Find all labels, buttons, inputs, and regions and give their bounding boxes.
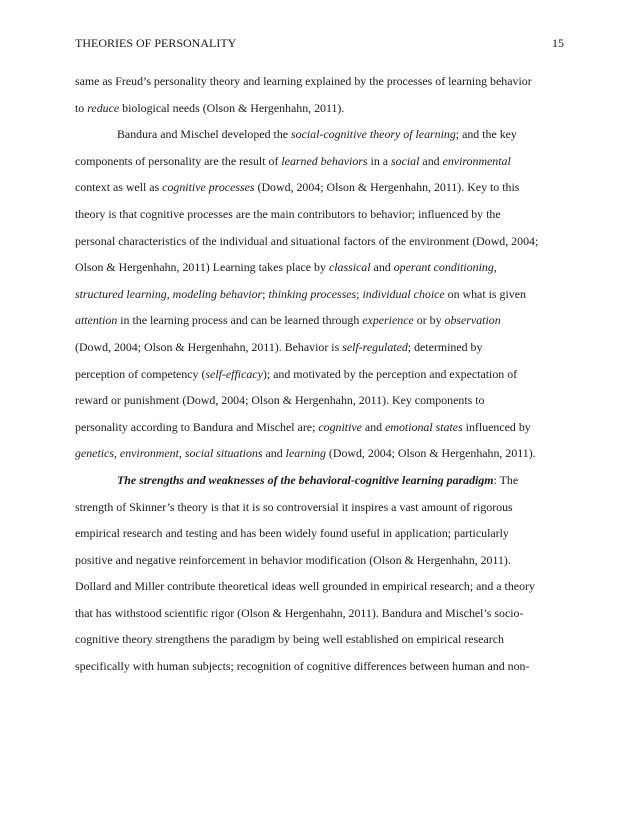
text-run: Bandura and Mischel developed the (117, 127, 292, 142)
text-run: personality according to Bandura and Mischel are; (75, 419, 319, 434)
text-line (75, 653, 567, 680)
text-run: , (166, 286, 173, 301)
text-run: cognitive theory strengthens the paradigm by being well established on empirical research (75, 632, 504, 647)
italic-term: environment (119, 446, 179, 461)
italic-term: cognitive (318, 419, 362, 434)
text-line (75, 174, 567, 201)
text-line (75, 626, 567, 653)
text-run: and (419, 153, 443, 168)
italic-term: social (391, 153, 420, 168)
text-run: Olson & Hergenhahn, 2011) Learning takes place by (75, 260, 329, 275)
text-run: , (493, 260, 497, 275)
text-run: specifically with human subjects; recognition of cognitive differences between human and non- (75, 659, 530, 674)
section-heading: The strengths and weaknesses of the behavioral-cognitive learning paradigm (117, 472, 494, 487)
text-run: (Dowd, 2004; Olson & Hergenhahn, 2011). Key to this (254, 180, 520, 195)
italic-term: reduce (87, 100, 120, 115)
text-line (75, 148, 567, 175)
text-run: : The (493, 472, 519, 487)
italic-term: self-regulated (342, 339, 408, 354)
text-line (75, 201, 567, 228)
italic-term: social situations (184, 446, 263, 461)
text-run: in a (367, 153, 392, 168)
text-line (75, 68, 567, 95)
text-run: ; determined by (407, 339, 483, 354)
text-run: in the learning process and can be learned through (117, 313, 363, 328)
text-run: on what is given (444, 286, 526, 301)
text-run: strength of Skinner’s theory is that it is so controversial it inspires a vast amount of rigorous (75, 499, 513, 514)
running-header (75, 35, 564, 51)
text-line (75, 440, 567, 467)
text-run: and (262, 446, 286, 461)
text-run: ); and motivated by the perception and expectation of (262, 366, 518, 381)
text-run: positive and negative reinforcement in behavior modification (Olson & Hergenhahn, 2011). (75, 552, 511, 567)
text-run: ; (356, 286, 363, 301)
text-run: personal characteristics of the individual and situational factors of the environment (Dowd, 2004; (75, 233, 539, 248)
paragraph-start-line (75, 121, 567, 148)
text-line (75, 414, 567, 441)
text-line (75, 494, 567, 521)
text-line (75, 361, 567, 388)
text-line (75, 95, 567, 122)
text-line (75, 520, 567, 547)
italic-term: learning (285, 446, 326, 461)
text-line (75, 307, 567, 334)
italic-term: modeling behavior (172, 286, 263, 301)
text-run: Dollard and Miller contribute theoretical ideas well grounded in empirical research; and a theory (75, 579, 535, 594)
text-run: influenced by (462, 419, 531, 434)
italic-term: experience (362, 313, 414, 328)
text-line (75, 254, 567, 281)
running-title: THEORIES OF PERSONALITY (75, 36, 237, 50)
text-run: or by (413, 313, 445, 328)
text-run: reward or punishment (Dowd, 2004; Olson & Hergenhahn, 2011). Key components to (75, 393, 485, 408)
italic-term: social-cognitive theory of learning (291, 127, 456, 142)
text-run: to (75, 100, 88, 115)
text-run: theory is that cognitive processes are the main contributors to behavior; influenced by the (75, 206, 501, 221)
text-run: perception of competency ( (75, 366, 206, 381)
italic-term: classical (328, 260, 371, 275)
text-run: , (178, 446, 185, 461)
italic-term: emotional states (385, 419, 463, 434)
italic-term: individual choice (362, 286, 445, 301)
text-line (75, 228, 567, 255)
section-heading-line (75, 467, 567, 494)
italic-term: cognitive processes (162, 180, 255, 195)
text-run: , (113, 446, 120, 461)
text-line (75, 281, 567, 308)
italic-term: genetics (75, 446, 114, 461)
text-run: context as well as (75, 180, 163, 195)
text-run: and (370, 260, 394, 275)
text-run: components of personality are the result of (75, 153, 282, 168)
text-run: empirical research and testing and has been widely found useful in application; particularly (75, 526, 509, 541)
text-line (75, 573, 567, 600)
italic-term: structured learning (75, 286, 167, 301)
text-line (75, 387, 567, 414)
text-run: that has withstood scientific rigor (Olson & Hergenhahn, 2011). Bandura and Mischel’s socio- (75, 605, 524, 620)
italic-term: observation (444, 313, 501, 328)
italic-term: operant conditioning (393, 260, 494, 275)
italic-term: thinking processes (268, 286, 357, 301)
text-run: and (361, 419, 386, 434)
text-run: (Dowd, 2004; Olson & Hergenhahn, 2011). Behavior is (75, 339, 343, 354)
text-line (75, 547, 567, 574)
italic-term: attention (75, 313, 118, 328)
body-text (75, 68, 567, 680)
page-number: 15 (552, 36, 564, 50)
text-line (75, 600, 567, 627)
italic-term: learned behaviors (281, 153, 368, 168)
text-run: biological needs (Olson & Hergenhahn, 2011). (119, 100, 345, 115)
italic-term: self-efficacy (205, 366, 263, 381)
italic-term: environmental (442, 153, 511, 168)
text-line (75, 334, 567, 361)
text-run: ; (262, 286, 269, 301)
text-run: same as Freud’s personality theory and learning explained by the processes of learning behavior (75, 74, 532, 88)
text-run: (Dowd, 2004; Olson & Hergenhahn, 2011). (325, 446, 536, 461)
text-run: ; and the key (455, 127, 517, 142)
